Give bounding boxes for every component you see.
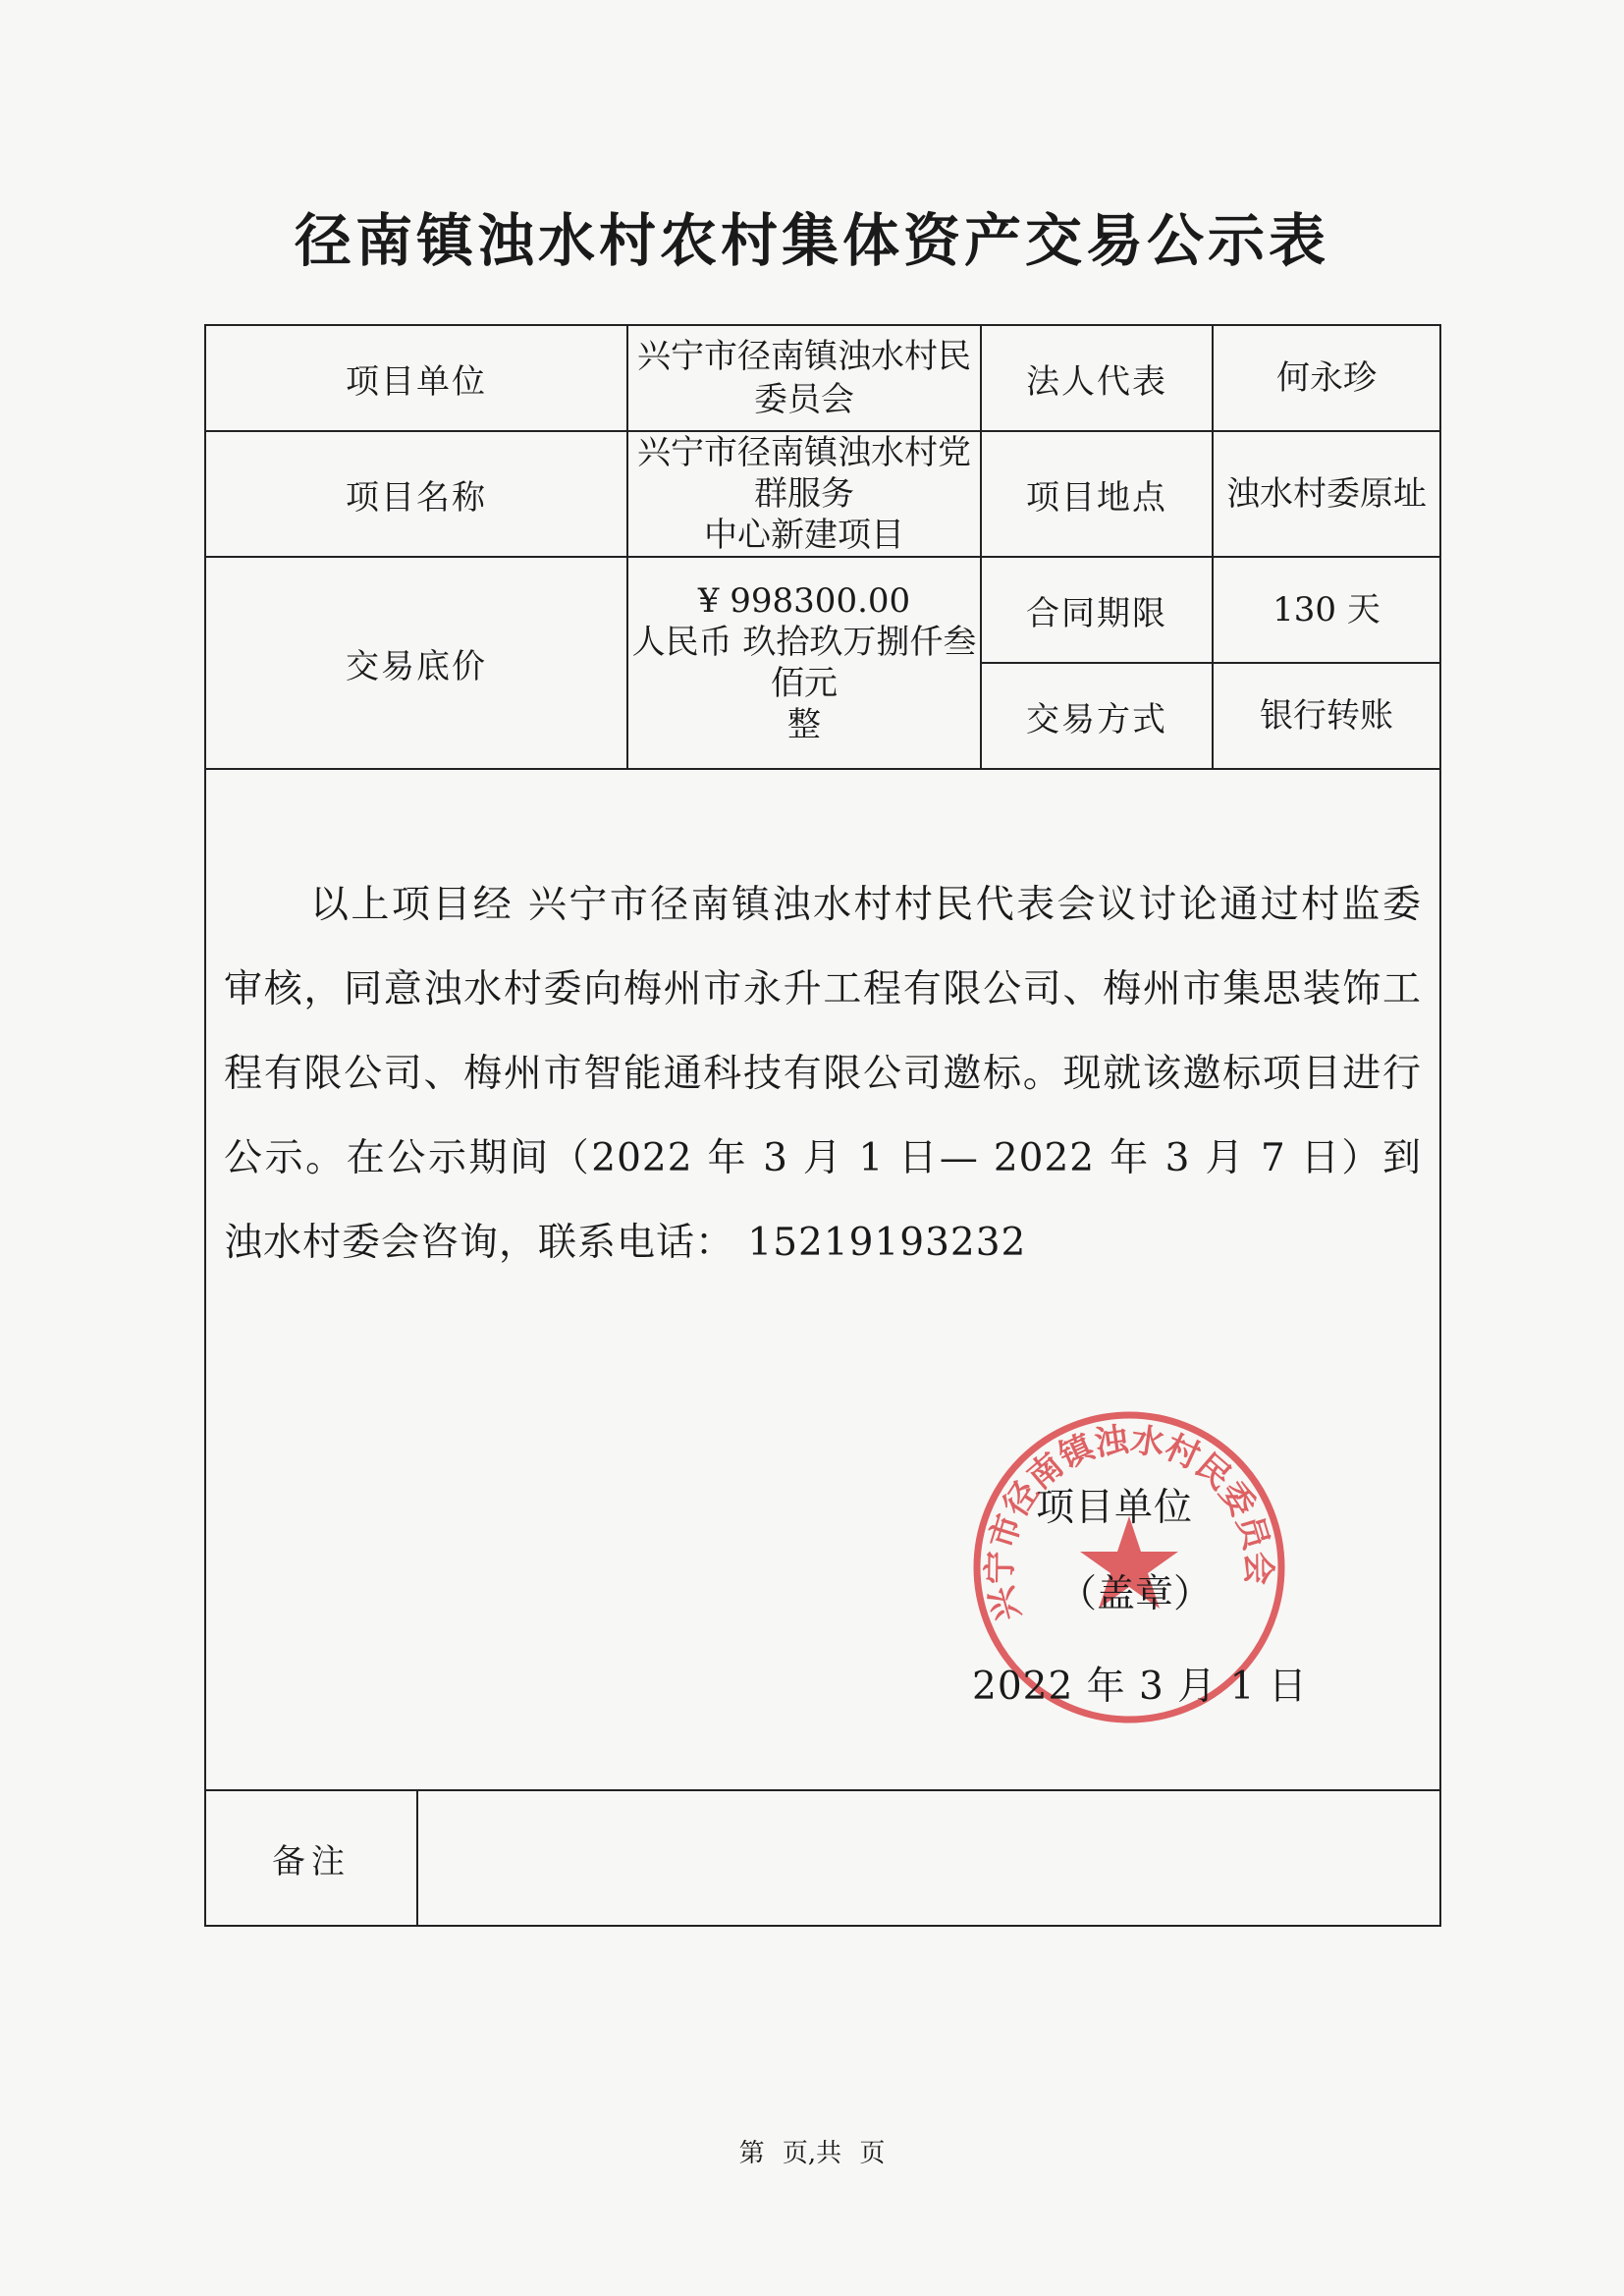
page-footer: 第 页,共 页 <box>738 2139 886 2168</box>
signer-label: 项目单位 <box>1036 1486 1194 1530</box>
unit-value: 兴宁市径南镇浊水村民委员会 <box>627 325 981 431</box>
notice-paragraph: 以上项目经 兴宁市径南镇浊水村村民代表会议讨论通过村监委审核，同意浊水村委向梅州市永升工程有限公司、梅州市集思装饰工程有限公司、梅州市智能通科技有限公司邀标。现就该邀标项目进行公示。在公示期间（2022 年 3 月 1 日— 2022 年 3 月 7 日）到 浊水村委会咨询，联系电话： 15219193232 <box>224 883 1422 1265</box>
method-label: 交易方式 <box>981 663 1213 769</box>
method-value: 银行转账 <box>1213 663 1440 769</box>
sign-date: 2022 年 3 月 1 日 <box>972 1665 1308 1709</box>
legal-rep-value: 何永珍 <box>1213 325 1440 431</box>
term-label: 合同期限 <box>981 557 1213 663</box>
asset-trade-table <box>204 324 1441 1927</box>
price-value-line1: ¥ 998300.00 <box>697 581 911 621</box>
location-label: 项目地点 <box>981 431 1213 557</box>
remarks-value <box>417 1790 1440 1926</box>
seal-text: 兴宁市径南镇浊水村民委员会 <box>980 1420 1278 1625</box>
price-label: 交易底价 <box>205 557 627 769</box>
location-value: 浊水村委原址 <box>1213 431 1440 557</box>
remarks-label: 备注 <box>205 1790 417 1926</box>
page-title: 径南镇浊水村农村集体资产交易公示表 <box>294 207 1329 274</box>
name-value-line2: 中心新建项目 <box>704 516 904 555</box>
unit-label: 项目单位 <box>205 325 627 431</box>
price-value-line2: 人民币 玖拾玖万捌仟叁佰元 <box>631 623 977 703</box>
term-value: 130 天 <box>1213 557 1440 663</box>
price-value <box>627 557 981 769</box>
price-value-line3: 整 <box>787 705 821 744</box>
notice-cell <box>205 769 1440 1790</box>
name-value <box>627 431 981 557</box>
seal-note: （盖章） <box>1058 1572 1213 1616</box>
name-label: 项目名称 <box>205 431 627 557</box>
legal-rep-label: 法人代表 <box>981 325 1213 431</box>
name-value-line1: 兴宁市径南镇浊水村党群服务 <box>637 433 971 514</box>
